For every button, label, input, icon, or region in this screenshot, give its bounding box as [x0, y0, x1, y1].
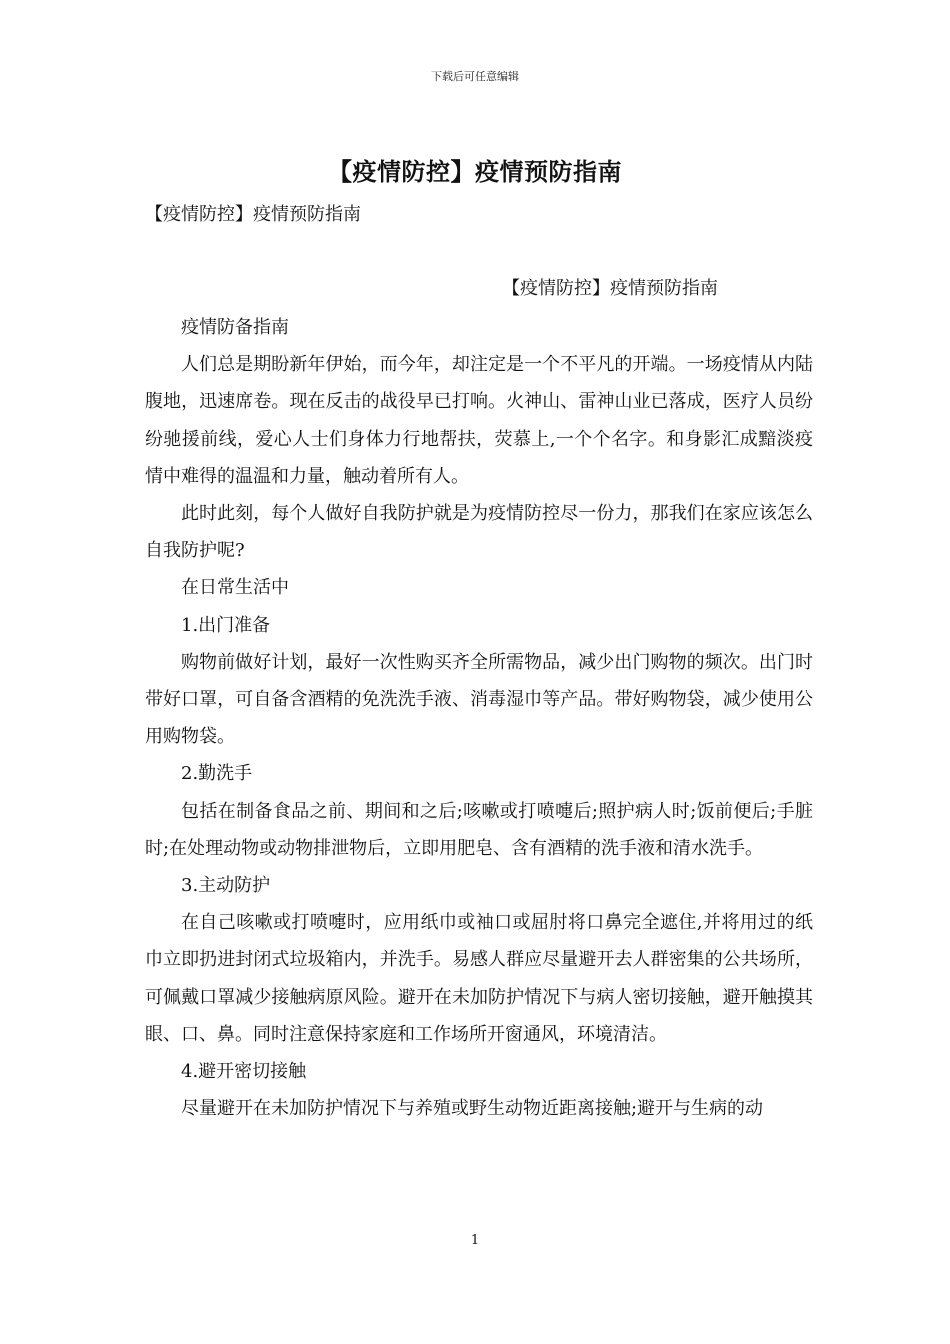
document-subtitle: 【疫情防控】疫情预防指南	[145, 204, 361, 225]
document-title: 【疫情防控】疫情预防指南	[328, 157, 622, 186]
paragraph-wash-hands: 包括在制备食品之前、期间和之后;咳嗽或打喷嚏后;照护病人时;饭前便后;手脏时;在处理动物或动物排泄物后，立即用肥皂、含有酒精的洗手液和清水洗手。	[145, 800, 813, 859]
heading-daily-life: 在日常生活中	[181, 577, 289, 599]
paragraph-self-protection: 此时此刻，每个人做好自我防护就是为疫情防控尽一份力，那我们在家应该怎么自我防护呢?	[145, 503, 813, 562]
paragraph-intro: 人们总是期盼新年伊始，而今年，却注定是一个不平凡的开端。一场疫情从内陆腹地，迅速席卷。现在反击的战役早已打响。火神山、雷神山业已落成，医疗人员纷纷驰援前线，爱心人士们身体力行地帮扶，荧慕上,一个个名字。和身影汇成黯淡疫情中难得的温温和力量，触动着所有人。	[145, 354, 813, 487]
paragraph-active-protection: 在自己咳嗽或打喷嚏时，应用纸巾或袖口或屈肘将口鼻完全遮住,并将用过的纸巾立即扔进封闭式垃圾箱内，并洗手。易感人群应尽量避开去人群密集的公共场所，可佩戴口罩减少接触病原风险。避开在未加防护情况下与病人密切接触，避开触摸其眼、口、鼻。同时注意保持家庭和工作场所开窗通风，环境清洁。	[145, 912, 813, 1045]
page-header-note: 下载后可任意编辑	[431, 70, 519, 83]
heading-avoid-contact: 4.避开密切接触	[181, 1061, 307, 1083]
document-body	[145, 309, 813, 1127]
heading-going-out: 1.出门准备	[181, 614, 271, 636]
heading-guide: 疫情防备指南	[181, 317, 289, 338]
section-title-right: 【疫情防控】疫情预防指南	[502, 278, 718, 299]
heading-active-protection: 3.主动防护	[181, 875, 271, 897]
page-number: 1	[470, 1233, 480, 1248]
heading-wash-hands: 2.勤洗手	[181, 763, 253, 785]
paragraph-going-out: 购物前做好计划，最好一次性购买齐全所需物品，减少出门购物的频次。出门时带好口罩，可自备含酒精的免洗洗手液、消毒湿巾等产品。带好购物袋，减少使用公用购物袋。	[145, 651, 813, 748]
paragraph-avoid-contact: 尽量避开在未加防护情况下与养殖或野生动物近距离接触;避开与生病的动	[181, 1098, 764, 1120]
